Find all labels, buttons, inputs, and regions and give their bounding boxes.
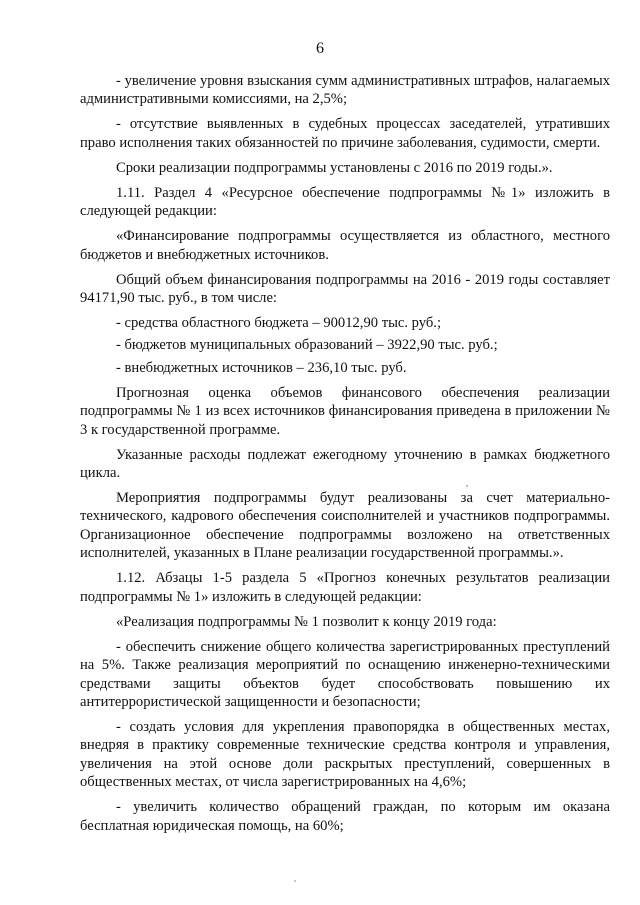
paragraph-fines-collection: - увеличение уровня взыскания сумм административных штрафов, налагаемых административными комиссиями, на 2,5%; <box>80 73 610 108</box>
paragraph-crime-reduction: - обеспечить снижение общего количества зарегистрированных преступлений на 5%. Также реализация мероприятий по оснащению инженерно-техническими средствами защиты объектов будет способствовать повышению их антитеррористической защищенности и безопасности; <box>80 638 610 710</box>
page-number: 6 <box>316 40 324 57</box>
paragraph-section-4-amendment: 1.11. Раздел 4 «Ресурсное обеспечение подпрограммы №1» изложить в следующей редакции: <box>80 184 610 220</box>
paragraph-annual-adjustment: Указанные расходы подлежат ежегодному уточнению в рамках бюджетного цикла. <box>80 446 610 482</box>
paragraph-municipal-budgets: - бюджетов муниципальных образований – 3922,90 тыс. руб.; <box>116 337 498 354</box>
scan-speck <box>294 880 296 882</box>
paragraph-financing-sources: «Финансирование подпрограммы осуществляется из областного, местного бюджетов и внебюджетных источников. <box>80 228 610 263</box>
paragraph-legal-aid: - увеличить количество обращений граждан, по которым им оказана бесплатная юридическая помощь, на 60%; <box>80 799 610 834</box>
paragraph-forecast-estimate: Прогнозная оценка объемов финансового обеспечения реализации подпрограммы № 1 из всех источников финансирования приведена в приложении № 3 к государственной программе. <box>80 384 610 438</box>
document-body <box>80 72 610 842</box>
scan-speck <box>466 485 468 487</box>
paragraph-section-5-amendment: 1.12. Абзацы 1-5 раздела 5 «Прогноз конечных результатов реализации подпрограммы № 1» изложить в следующей редакции: <box>80 570 610 605</box>
paragraph-total-financing: Общий объем финансирования подпрограммы на 2016 - 2019 годы составляет 94171,90 тыс. руб., в том числе: <box>80 271 610 307</box>
paragraph-extrabudgetary: - внебюджетных источников – 236,10 тыс. руб. <box>116 359 407 376</box>
paragraph-measures-support: Мероприятия подпрограммы будут реализованы за счет материально-технического, кадрового обеспечения соисполнителей и участников подпрограммы. Организационное обеспечение подпрограммы возложено на ответственных исполнителей, указанных в Плане реализации государственной программы.». <box>80 490 610 562</box>
paragraph-regional-budget: - средства областного бюджета – 90012,90 тыс. руб.; <box>116 315 441 332</box>
paragraph-implementation-period: Сроки реализации подпрограммы установлены с 2016 по 2019 годы.». <box>116 159 553 176</box>
paragraph-public-order: - создать условия для укрепления правопорядка в общественных местах, внедряя в практику современные технические средства контроля и управления, увеличения на этой основе доли раскрытых преступлений, совершенных в общественных местах, от числа зарегистрированных на 4,6%; <box>80 718 610 791</box>
paragraph-assessors: - отсутствие выявленных в судебных процессах заседателей, утративших право исполнения таких обязанностей по причине заболевания, судимости, смерти. <box>80 116 610 151</box>
paragraph-implementation-results: «Реализация подпрограммы № 1 позволит к концу 2019 года: <box>116 613 497 630</box>
